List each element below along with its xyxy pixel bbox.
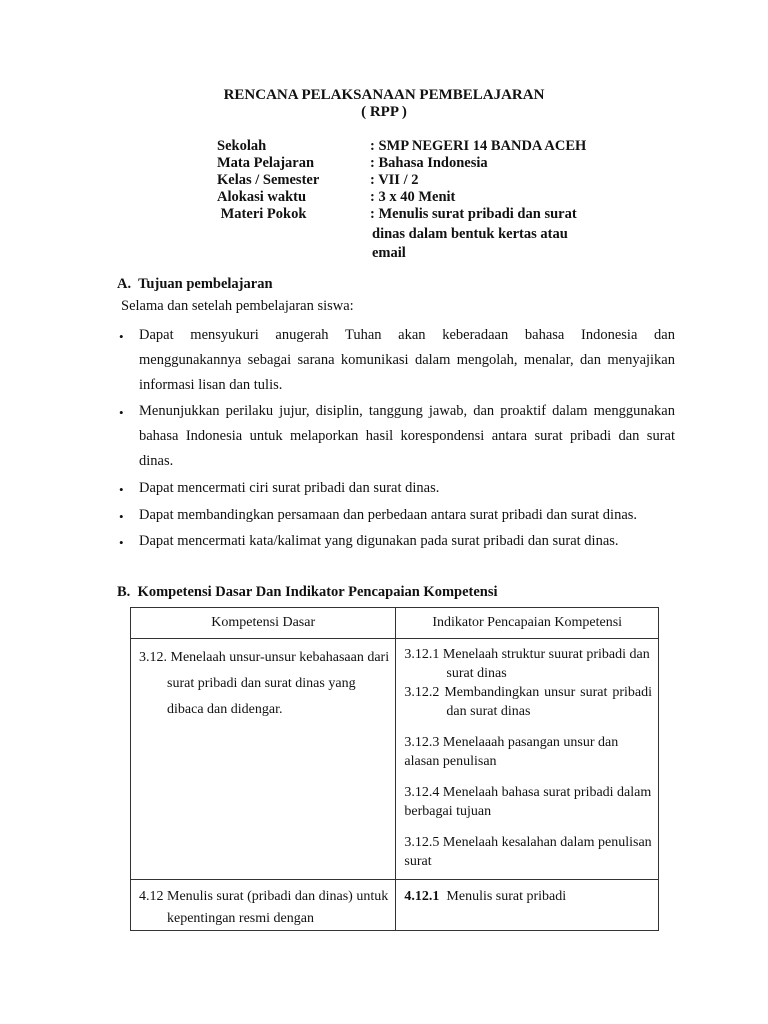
document-title: RENCANA PELAKSANAAN PEMBELAJARAN <box>223 87 545 103</box>
indicator-item: 3.12.3 Menelaaah pasangan unsur dan alasan penulisan <box>404 735 619 769</box>
indicator-item <box>404 886 652 908</box>
section-a-heading: A. Tujuan pembelajaran <box>117 276 273 292</box>
goal-item-1: Dapat mensyukuri anugerah Tuhan akan keberadaan bahasa Indonesia dan menggunakannya sebagai sarana komunikasi dalam mengolah, menalar, dan menyajikan informasi lisan dan tulis. <box>139 327 675 393</box>
indicator-cell <box>396 880 659 931</box>
document-subtitle: ( RPP ) <box>361 104 407 120</box>
indicator-item: 3.12.1 Menelaah struktur suurat pribadi dan surat dinas <box>404 647 650 681</box>
table-header-row <box>131 608 659 639</box>
section-b-heading: B. Kompetensi Dasar Dan Indikator Pencapaian Kompetensi <box>117 584 498 600</box>
meta-value-materi-pokok-line3: email <box>372 245 406 261</box>
meta-value-mata-pelajaran: : Bahasa Indonesia <box>370 155 488 171</box>
bullet-marker: • <box>119 329 124 344</box>
table-row <box>131 639 659 880</box>
kd-cell <box>131 639 396 880</box>
kd-text: 4.12 Menulis surat (pribadi dan dinas) untuk kepentingan resmi dengan <box>139 889 389 926</box>
kd-cell <box>131 880 396 931</box>
column-header-indikator: Indikator Pencapaian Kompetensi <box>396 608 659 639</box>
meta-value-alokasi-waktu: : 3 x 40 Menit <box>370 189 456 205</box>
indicator-item: 3.12.5 Menelaah kesalahan dalam penulisan surat <box>404 835 652 869</box>
goal-item-5: Dapat mencermati kata/kalimat yang digunakan pada surat pribadi dan surat dinas. <box>139 533 619 549</box>
goal-item-2: Menunjukkan perilaku jujur, disiplin, tanggung jawab, dan proaktif dalam menggunakan bahasa Indonesia untuk melaporkan hasil korespondensi antara surat pribadi dan surat dinas. <box>139 403 675 469</box>
indicator-item: 3.12.4 Menelaah bahasa surat pribadi dalam berbagai tujuan <box>404 785 652 819</box>
goal-item-3: Dapat mencermati ciri surat pribadi dan surat dinas. <box>139 480 440 496</box>
column-header-kompetensi-dasar: Kompetensi Dasar <box>131 608 396 639</box>
meta-label-sekolah: Sekolah <box>217 138 267 154</box>
meta-value-materi-pokok: : Menulis surat pribadi dan surat <box>370 206 577 222</box>
meta-label-materi-pokok: Materi Pokok <box>217 206 307 222</box>
table-row <box>131 880 659 931</box>
meta-label-kelas-semester: Kelas / Semester <box>217 172 320 188</box>
bullet-marker: • <box>119 405 124 420</box>
kd-text: 3.12. Menelaah unsur-unsur kebahasaan dari surat pribadi dan surat dinas yang dibaca dan didengar. <box>139 650 390 717</box>
bullet-marker: • <box>119 535 124 550</box>
meta-label-mata-pelajaran: Mata Pelajaran <box>217 155 315 171</box>
bullet-marker: • <box>119 509 124 524</box>
competency-table <box>130 607 659 931</box>
meta-label-alokasi-waktu: Alokasi waktu <box>217 189 307 205</box>
indicator-text: Menulis surat pribadi <box>446 889 567 904</box>
section-a-intro: Selama dan setelah pembelajaran siswa: <box>121 298 354 314</box>
meta-value-materi-pokok-line2: dinas dalam bentuk kertas atau <box>372 226 568 242</box>
bullet-marker: • <box>119 482 124 497</box>
goal-item-4: Dapat membandingkan persamaan dan perbedaan antara surat pribadi dan surat dinas. <box>139 507 638 523</box>
meta-value-sekolah: : SMP NEGERI 14 BANDA ACEH <box>370 138 587 154</box>
indicator-cell <box>396 639 659 880</box>
meta-value-kelas-semester: : VII / 2 <box>370 172 419 188</box>
indicator-code: 4.12.1 <box>404 889 440 904</box>
indicator-item: 3.12.2 Membandingkan unsur surat pribadi dan surat dinas <box>404 685 652 719</box>
